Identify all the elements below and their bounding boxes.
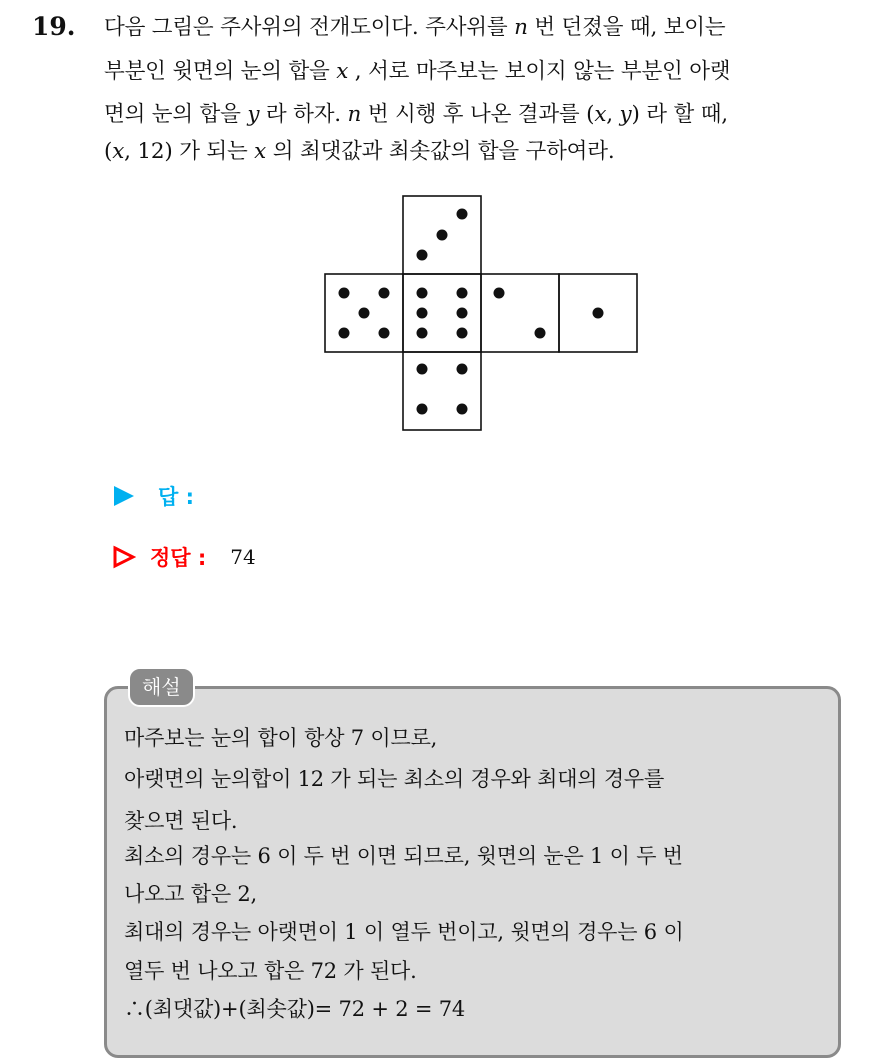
pip (457, 328, 468, 339)
pip (457, 288, 468, 299)
pip (457, 364, 468, 375)
dice-net-diagram (324, 195, 638, 433)
pip (417, 288, 428, 299)
question-line-2: 부분인 윗면의 눈의 합을 x , 서로 마주보는 보이지 않는 부분인 아랫 (104, 59, 731, 84)
pip (359, 308, 370, 319)
pip (417, 250, 428, 261)
pip (535, 328, 546, 339)
solution-tab: 해설 (128, 667, 195, 707)
solution-line: 찾으면 된다. (124, 809, 238, 833)
pip (379, 328, 390, 339)
pip (494, 288, 505, 299)
answer-label: 답 : (158, 485, 194, 509)
question-line-4: (x, 12) 가 되는 x 의 최댓값과 최솟값의 합을 구하여라. (104, 139, 615, 164)
outline-triangle-icon (112, 545, 136, 569)
question-line-3: 면의 눈의 합을 y 라 하자. n 번 시행 후 나온 결과를 (x, y) 라 할 때, (104, 102, 728, 127)
pip (457, 209, 468, 220)
answer-row (112, 481, 194, 511)
pip (379, 288, 390, 299)
face-right (481, 274, 559, 352)
solution-line: 열두 번 나오고 합은 72 가 된다. (124, 959, 417, 983)
question-line-1: 다음 그림은 주사위의 전개도이다. 주사위를 n 번 던졌을 때, 보이는 (104, 15, 726, 40)
solution-line: ∴(최댓값)+(최솟값)= 72 + 2 = 74 (124, 997, 466, 1021)
pip (437, 230, 448, 241)
pip (339, 328, 350, 339)
solution-line: 나오고 합은 2, (124, 882, 258, 906)
solution-line: 마주보는 눈의 합이 항상 7 이므로, (124, 726, 438, 750)
play-triangle-icon (112, 484, 136, 508)
pip (417, 308, 428, 319)
pip (593, 308, 604, 319)
pip (417, 404, 428, 415)
pip (417, 328, 428, 339)
pip (339, 288, 350, 299)
pip (417, 364, 428, 375)
face-center (403, 274, 481, 352)
correct-answer-label: 정답 : (150, 546, 207, 570)
pip (457, 308, 468, 319)
correct-answer-value: 74 (230, 545, 256, 569)
face-bottom (403, 352, 481, 430)
pip (457, 404, 468, 415)
solution-line: 아랫면의 눈의합이 12 가 되는 최소의 경우와 최대의 경우를 (124, 767, 665, 791)
solution-line: 최대의 경우는 아랫면이 1 이 열두 번이고, 윗면의 경우는 6 이 (124, 920, 684, 944)
correct-answer-row (112, 542, 256, 572)
solution-line: 최소의 경우는 6 이 두 번 이면 되므로, 윗면의 눈은 1 이 두 번 (124, 844, 683, 868)
question-number: 19. (32, 12, 76, 41)
